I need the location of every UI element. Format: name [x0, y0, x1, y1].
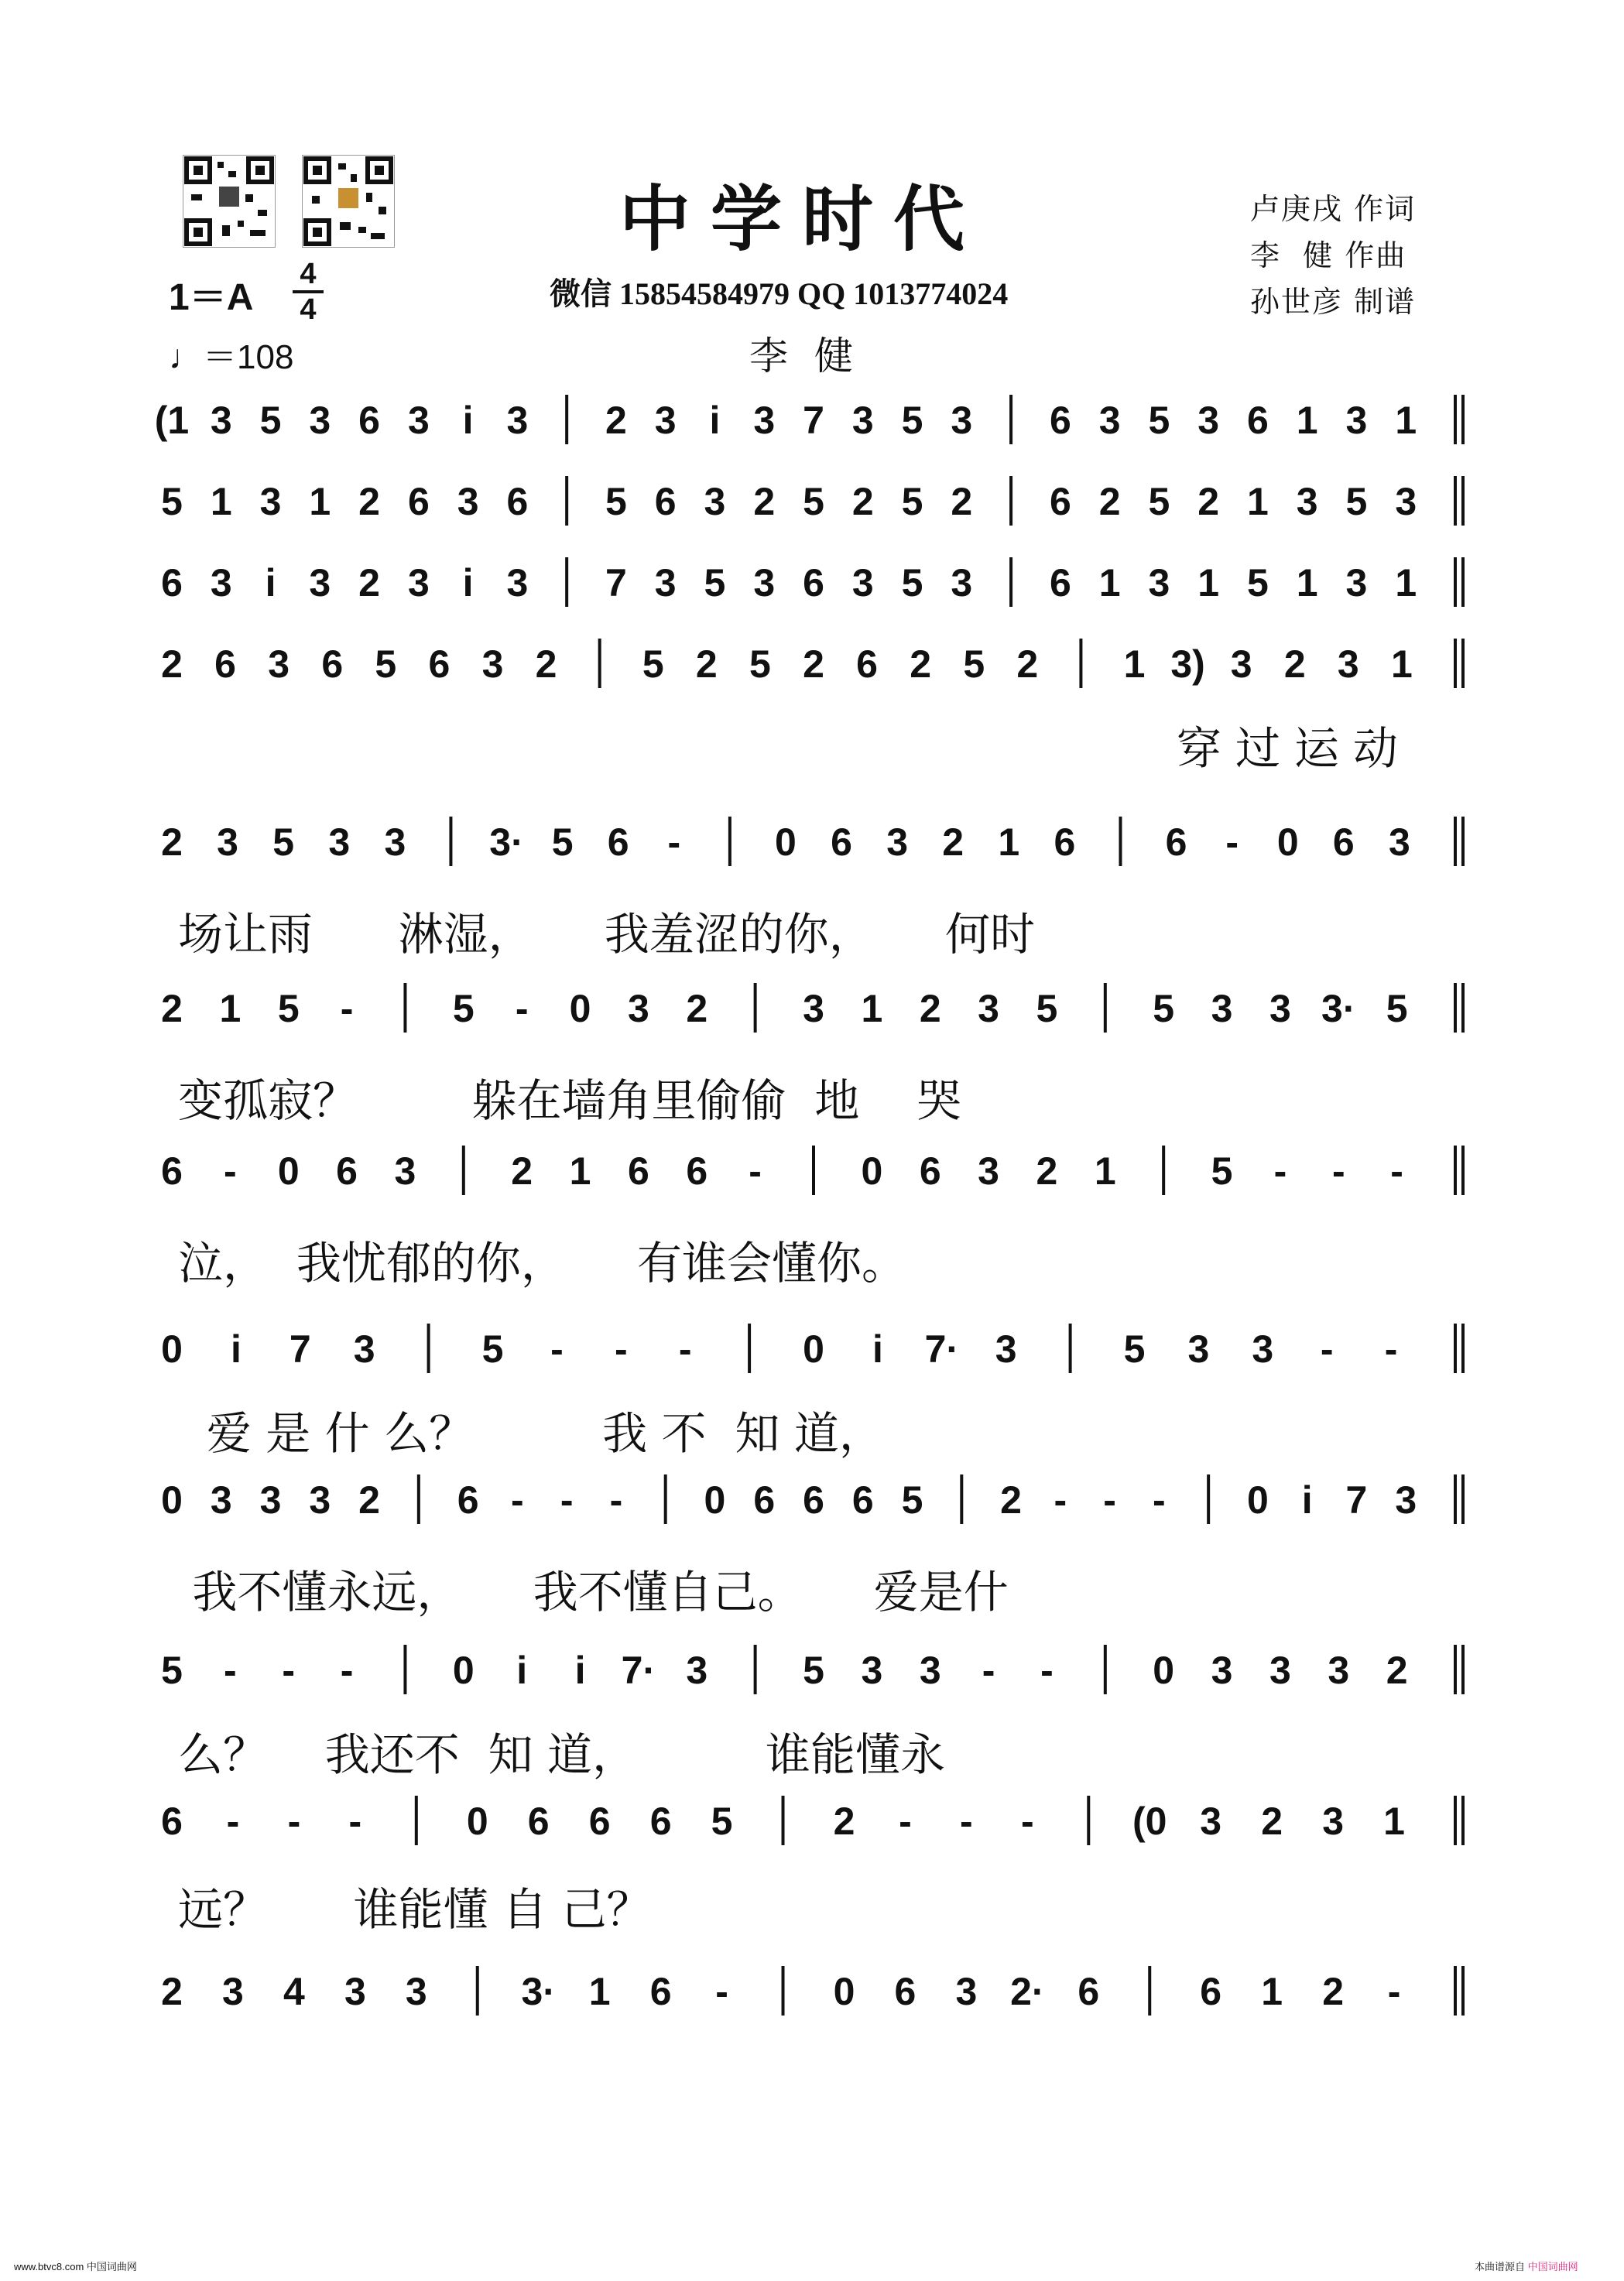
score-note: 5: [704, 561, 726, 604]
score-note: 6: [457, 1478, 479, 1522]
score-note: 5: [272, 820, 295, 864]
score-note: 7·: [924, 1327, 960, 1371]
score-note: 3: [851, 561, 874, 604]
score-note: -: [282, 1649, 296, 1692]
score-note: 5: [1386, 987, 1408, 1030]
score-note: 5: [1148, 480, 1170, 523]
score-note: 2: [910, 642, 932, 686]
lyric-line: 远？ 谁能懂 自 己？: [178, 1883, 652, 1936]
score-note: -: [1225, 820, 1239, 864]
lyric-line: 我不懂永远， 我不懂自己。 爱是什: [178, 1566, 1009, 1618]
singer: 李健: [749, 334, 879, 378]
score-note: 0: [833, 1970, 855, 2013]
score-note: i: [462, 399, 474, 442]
score-note: -: [1054, 1478, 1067, 1522]
score-note: 3: [753, 399, 776, 442]
score-note: 3: [1395, 1478, 1417, 1522]
lyric-line: 泣， 我忧郁的你， 有谁会懂你。: [178, 1237, 907, 1289]
score-note: 3: [210, 1478, 232, 1522]
score-note: 1: [998, 820, 1020, 864]
score-note: 6: [856, 642, 878, 686]
score-note: 5: [803, 480, 824, 523]
score-note: 3·: [489, 820, 524, 864]
score-note: 3: [1098, 399, 1121, 442]
score-note: 2: [803, 642, 824, 686]
score-note: 2: [851, 480, 874, 523]
score-note: i: [574, 1649, 586, 1692]
lyric-line: 么？ 我还不 知 道， 谁能懂永: [178, 1728, 945, 1781]
score-note: 1: [569, 1149, 591, 1193]
score-note: 2: [695, 642, 718, 686]
score-note: -: [614, 1327, 628, 1371]
score-note: 5: [1036, 987, 1058, 1030]
score-note: 3: [405, 1970, 427, 2013]
score-note: 5: [1123, 1327, 1146, 1371]
score-note: 2: [1386, 1649, 1408, 1692]
score-note: 0: [1153, 1649, 1175, 1692]
score-note: 6: [851, 1478, 874, 1522]
score-note: 2: [161, 642, 183, 686]
score-note: 3: [407, 561, 430, 604]
score-note: -: [511, 1478, 524, 1522]
footer-source-right: [1475, 2259, 1578, 2273]
footer-source-left: www.btvc8.com 中国词曲网: [14, 2261, 137, 2272]
score-note: 1: [861, 987, 883, 1030]
score-note: 2: [919, 987, 941, 1030]
score-note: 5: [711, 1800, 733, 1843]
score-note: 3: [384, 820, 406, 864]
score-note: i: [230, 1327, 242, 1371]
score-note: 2: [1098, 480, 1121, 523]
key-label: 1＝A: [169, 277, 254, 318]
score-note: -: [560, 1478, 574, 1522]
score-note: 5: [277, 987, 300, 1030]
score-note: 2: [358, 1478, 380, 1522]
score-note: 1: [1123, 642, 1146, 686]
score-note: 1: [1296, 399, 1318, 442]
score-note: 3: [394, 1149, 416, 1193]
score-note: 2: [1283, 642, 1306, 686]
score-note: 5: [259, 399, 282, 442]
score-note: 3: [1296, 480, 1318, 523]
score-note: 6: [607, 820, 629, 864]
score-note: 5: [375, 642, 397, 686]
score-note: 3·: [521, 1970, 556, 2013]
score-note: 2: [1197, 480, 1220, 523]
tempo-value: ＝108: [203, 338, 294, 376]
score-note: 7·: [621, 1649, 656, 1692]
score-note: 3: [1211, 987, 1233, 1030]
score-note: 5: [605, 480, 627, 523]
score-note: 3: [309, 399, 331, 442]
score-note: 6: [161, 1149, 183, 1193]
score-note: 6: [649, 1970, 672, 2013]
score-note: 6: [649, 1800, 672, 1843]
score-note: i: [872, 1327, 883, 1371]
contact-info: 微信 15854584979 QQ 1013774024: [550, 276, 1009, 311]
score-note: 3: [951, 561, 973, 604]
score-note: 5: [901, 1478, 923, 1522]
score-note: 5: [452, 987, 475, 1030]
score-note: i: [709, 399, 721, 442]
score-note: 0: [452, 1649, 475, 1692]
score-note: 3: [210, 399, 232, 442]
score-note: 3: [628, 987, 649, 1030]
score-note: 6: [753, 1478, 776, 1522]
score-note: 2: [535, 642, 557, 686]
time-signature-bottom: 4: [300, 293, 317, 326]
score-note: 6: [527, 1800, 550, 1843]
score-note: 3: [217, 820, 238, 864]
score-note: 0: [161, 1327, 183, 1371]
score-note: 0: [466, 1800, 488, 1843]
score-note: 5: [901, 399, 923, 442]
score-note: 2: [358, 561, 380, 604]
score-note: 3: [344, 1970, 366, 2013]
score-note: 5: [901, 480, 923, 523]
score-note: 5: [1148, 399, 1170, 442]
score-note: -: [609, 1478, 623, 1522]
score-note: -: [1387, 1970, 1401, 2013]
score-note: 6: [803, 561, 824, 604]
score-note: 5: [551, 820, 574, 864]
score-note: -: [678, 1327, 692, 1371]
score-note: 3: [353, 1327, 375, 1371]
score-note: 6: [894, 1970, 916, 2013]
score-note: i: [462, 561, 474, 604]
score-note: 6: [336, 1149, 358, 1193]
score-note: 3: [1252, 1327, 1274, 1371]
score-note: 2: [1261, 1800, 1283, 1843]
score-note: 5: [642, 642, 664, 686]
score-note: 6: [654, 480, 677, 523]
score-note: 3: [222, 1970, 244, 2013]
score-note: 3: [704, 480, 726, 523]
score-note: 6: [1200, 1970, 1222, 2013]
score-note: 6: [321, 642, 344, 686]
score-note: 3: [1345, 561, 1368, 604]
score-note: -: [340, 987, 354, 1030]
score-note: 3: [259, 1478, 282, 1522]
score-note: 3: [309, 561, 331, 604]
score-note: 6: [588, 1800, 611, 1843]
score-note: 5: [1345, 480, 1368, 523]
score-note: 6: [831, 820, 852, 864]
score-note: -: [715, 1970, 728, 2013]
score-note: 6: [1054, 820, 1076, 864]
score-note: 0: [704, 1478, 726, 1522]
score-note: 3: [1337, 642, 1359, 686]
score-note: -: [667, 820, 681, 864]
score-note: 0: [569, 987, 591, 1030]
score-note: 5: [1247, 561, 1269, 604]
score-note: 1: [1247, 480, 1269, 523]
score-note: 1: [588, 1970, 611, 2013]
score-note: 6: [1247, 399, 1269, 442]
footer-source-text: 本曲谱源自: [1475, 2261, 1526, 2272]
score-note: 2: [1016, 642, 1039, 686]
score-note: -: [899, 1800, 912, 1843]
score-note: -: [348, 1800, 362, 1843]
score-note: 5: [749, 642, 771, 686]
score-note: 6: [161, 1800, 183, 1843]
score-note: 3: [1187, 1327, 1210, 1371]
score-note: 3: [259, 480, 282, 523]
score-note: i: [1301, 1478, 1313, 1522]
score-note: 1: [1098, 561, 1121, 604]
score-note: -: [1153, 1478, 1166, 1522]
score-note: 3: [328, 820, 351, 864]
score-note: -: [1021, 1800, 1034, 1843]
score-note: 3: [1200, 1800, 1222, 1843]
score-note: 3: [481, 642, 504, 686]
score-note: -: [226, 1800, 240, 1843]
score-note: 0: [161, 1478, 183, 1522]
score-note: 3: [978, 1149, 999, 1193]
score-note: -: [340, 1649, 354, 1692]
score-note: 6: [1049, 399, 1071, 442]
score-note: 3: [851, 399, 874, 442]
lyric-line: 场让雨 淋湿， 我羞涩的你， 何时: [178, 908, 1035, 961]
score-note: (1: [154, 399, 190, 442]
score-note: 6: [214, 642, 236, 686]
score-note: 3: [978, 987, 999, 1030]
score-note: 3: [1230, 642, 1252, 686]
footer-site-name: 中国词曲网: [1527, 2261, 1578, 2272]
score-note: 0: [277, 1149, 300, 1193]
score-note: 5: [1153, 987, 1175, 1030]
score-note: 2·: [1010, 1970, 1045, 2013]
score-note: 1: [219, 987, 242, 1030]
score-note: 1: [1094, 1149, 1116, 1193]
score-note: 2: [942, 820, 964, 864]
score-note: 0: [803, 1327, 824, 1371]
score-note: -: [749, 1149, 762, 1193]
arranger-credit: 孙世彦 制谱: [1250, 285, 1417, 319]
score-note: 3: [951, 399, 973, 442]
score-note: 3: [407, 399, 430, 442]
score-note: 3: [1395, 480, 1417, 523]
score-note: 7: [289, 1327, 311, 1371]
score-note: -: [1390, 1149, 1403, 1193]
lyric-line: 变孤寂？ 躲在墙角里偷偷 地 哭: [178, 1074, 962, 1127]
score-note: 3: [654, 561, 677, 604]
score-note: 3: [1269, 1649, 1291, 1692]
score-note: 1: [309, 480, 331, 523]
score-note: 3): [1170, 642, 1205, 686]
score-note: 7: [1345, 1478, 1368, 1522]
score-note: 5: [963, 642, 985, 686]
score-note: 6: [428, 642, 451, 686]
score-note: 3: [1389, 820, 1410, 864]
score-note: 3: [1197, 399, 1220, 442]
score-note: 3: [803, 987, 824, 1030]
score-note: 3: [506, 561, 529, 604]
score-note: -: [1331, 1149, 1345, 1193]
score-note: 3: [886, 820, 909, 864]
score-note: 0: [775, 820, 797, 864]
score-note: 6: [919, 1149, 941, 1193]
score-note: 6: [1165, 820, 1187, 864]
quarter-note-icon: ♩: [169, 338, 203, 376]
score-note: 3: [919, 1649, 941, 1692]
score-note: 3: [753, 561, 776, 604]
score-note: 1: [1383, 1800, 1405, 1843]
score-note: 3: [210, 561, 232, 604]
score-note: 2: [833, 1800, 855, 1843]
score-note: 6: [628, 1149, 649, 1193]
score-note: -: [224, 1649, 237, 1692]
score-note: 3: [1328, 1649, 1350, 1692]
score-note: 2: [1322, 1970, 1345, 2013]
score-note: 6: [803, 1478, 824, 1522]
score-note: 3: [309, 1478, 331, 1522]
score-note: 3: [457, 480, 479, 523]
score-note: 2: [753, 480, 776, 523]
lyricist-credit: 卢庚戌 作词: [1250, 192, 1417, 226]
score-note: 1: [1197, 561, 1220, 604]
score-note: -: [224, 1149, 237, 1193]
score-note: 6: [506, 480, 529, 523]
score-note: 0: [861, 1149, 883, 1193]
score-note: 3: [1211, 1649, 1233, 1692]
score-note: 5: [901, 561, 923, 604]
score-note: 4: [283, 1970, 305, 2013]
score-note: 7: [605, 561, 627, 604]
score-note: 6: [1332, 820, 1355, 864]
score-note: 2: [686, 987, 708, 1030]
score-note: -: [960, 1800, 973, 1843]
score-note: 5: [161, 1649, 183, 1692]
lyric-line: 穿过运动: [1177, 722, 1413, 775]
score-note: -: [550, 1327, 564, 1371]
score-note: -: [515, 987, 529, 1030]
score-note: -: [1273, 1149, 1287, 1193]
score-note: -: [982, 1649, 995, 1692]
score-note: 1: [1395, 561, 1417, 604]
score-note: 2: [358, 480, 380, 523]
score-note: 6: [161, 561, 183, 604]
score-note: 2: [161, 820, 183, 864]
score-note: 6: [686, 1149, 708, 1193]
score-note: -: [1103, 1478, 1116, 1522]
score-note: 3: [955, 1970, 978, 2013]
score-note: 3: [1345, 399, 1368, 442]
score-note: 3: [1269, 987, 1291, 1030]
score-note: -: [1320, 1327, 1334, 1371]
score-note: 5: [1211, 1149, 1233, 1193]
score-note: 3: [1148, 561, 1170, 604]
score-note: -: [287, 1800, 301, 1843]
score-note: 2: [1036, 1149, 1058, 1193]
score-note: -: [1040, 1649, 1054, 1692]
score-note: 7: [803, 399, 824, 442]
score-note: 1: [1261, 1970, 1283, 2013]
score-note: 2: [1000, 1478, 1022, 1522]
score-note: 3: [654, 399, 677, 442]
lyric-line: 爱 是 什 么？ 我 不 知 道，: [178, 1407, 884, 1460]
score-note: 2: [161, 1970, 183, 2013]
score-note: -: [1384, 1327, 1398, 1371]
composer-credit: 李 健 作曲: [1250, 238, 1407, 272]
score-note: 2: [511, 1149, 533, 1193]
score-note: 1: [210, 480, 232, 523]
song-title: 中学时代: [619, 177, 985, 261]
score-note: 0: [1247, 1478, 1269, 1522]
score-note: 6: [358, 399, 380, 442]
score-note: i: [516, 1649, 528, 1692]
score-note: 6: [1049, 561, 1071, 604]
score-note: 6: [1078, 1970, 1100, 2013]
score-note: 1: [1391, 642, 1413, 686]
score-note: 2: [951, 480, 973, 523]
score-note: (0: [1132, 1800, 1167, 1843]
score-note: 3: [506, 399, 529, 442]
score-note: 1: [1296, 561, 1318, 604]
time-signature-top: 4: [300, 258, 317, 290]
score-note: 1: [1395, 399, 1417, 442]
score-note: 5: [803, 1649, 824, 1692]
score-note: 3·: [1321, 987, 1356, 1030]
score-note: 0: [1276, 820, 1299, 864]
score-note: 3: [686, 1649, 708, 1692]
score-note: 5: [161, 480, 183, 523]
score-note: i: [265, 561, 276, 604]
score-note: 6: [407, 480, 430, 523]
score-note: 2: [161, 987, 183, 1030]
score-note: 3: [1322, 1800, 1345, 1843]
score-note: 3: [268, 642, 290, 686]
score-note: 3: [995, 1327, 1017, 1371]
score-note: 5: [481, 1327, 504, 1371]
score-note: 2: [605, 399, 627, 442]
score-note: 3: [861, 1649, 883, 1692]
score-note: 6: [1049, 480, 1071, 523]
